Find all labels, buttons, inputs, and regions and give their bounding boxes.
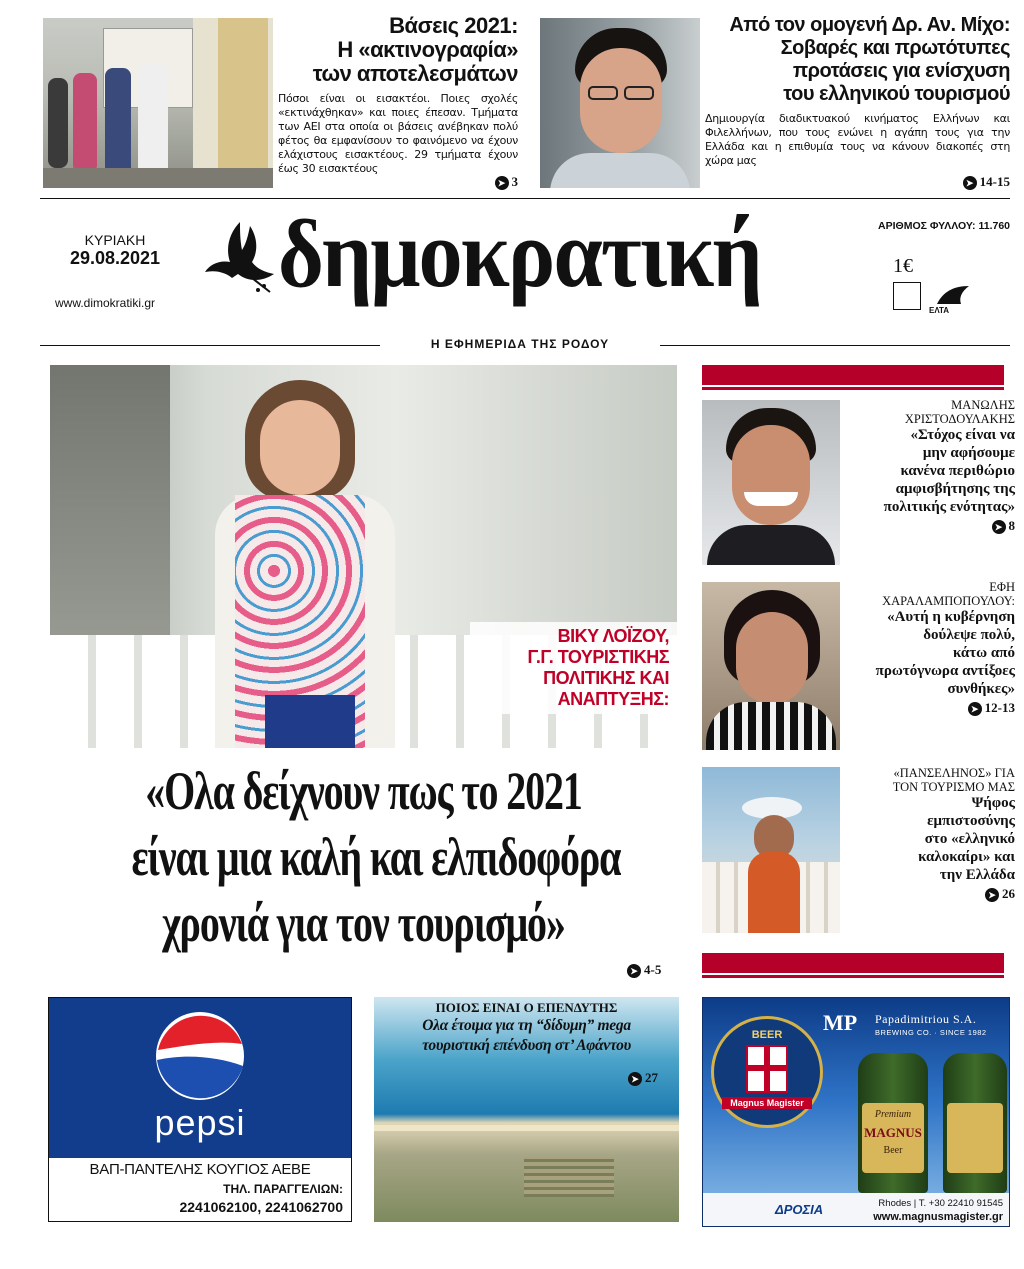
issue-number: ΑΡΙΘΜΟΣ ΦΥΛΛΟΥ: 11.760 <box>878 220 1010 232</box>
exams-page-ref[interactable]: ➤ 3 <box>495 174 519 190</box>
newspaper-title: δημοκρατική <box>278 200 761 307</box>
edition-day: ΚΥΡΙΑΚΗ <box>84 232 146 248</box>
postage-box <box>893 282 921 310</box>
side-story-2-page-ref[interactable]: ➤ 12-13 <box>845 700 1015 716</box>
mp-logo: MP <box>823 1010 858 1035</box>
side-story-1-quote: «Στόχος είναι να μην αφήσουμε κανένα περιθώριο αμφισβήτησης της πολιτικής ενότητας» <box>883 427 1015 515</box>
ad-footer <box>703 1193 1009 1227</box>
pepsi-ad-banner <box>49 998 351 1158</box>
website-link[interactable]: www.dimokratiki.gr <box>55 296 156 310</box>
afantou-headline[interactable]: Ολα έτοιμα για τη “δίδυμη” mega τουριστική επένδυση στ’ Αφάντου <box>422 1017 631 1054</box>
pepsi-phones: 2241062100, 2241062700 <box>179 1199 343 1215</box>
bottle-label-beer: Beer <box>883 1145 903 1156</box>
dove-logo-icon <box>200 212 280 302</box>
price: 1€ <box>893 255 913 277</box>
side-column-top-bar <box>702 365 1004 385</box>
santorini-photo <box>702 767 840 933</box>
main-story-kicker: ΒΙΚΥ ΛΟΪΖΟΥ, Γ.Γ. ΤΟΥΡΙΣΤΙΚΗΣ ΠΟΛΙΤΙΚΗΣ ΚΑΙ ΑΝΑΠΤΥΞΗΣ: <box>470 622 677 714</box>
pepsi-ad[interactable] <box>48 997 352 1222</box>
side-story-1-name: ΜΑΝΩΛΗΣ ΧΡΙΣΤΟΔΟΥΛΑΚΗΣ <box>904 398 1015 426</box>
beer-badge-name: Magnus Magister <box>722 1097 812 1109</box>
exams-headline: Βάσεις 2021: Η «ακτινογραφία» των αποτελεσμάτων <box>312 13 518 86</box>
tagline-rule-right <box>660 345 1010 346</box>
side-story-2-name: ΕΦΗ ΧΑΡΑΛΑΜΠΟΠΟΥΛΟΥ: <box>882 580 1015 608</box>
pepsi-orders-label: ΤΗΛ. ΠΑΡΑΓΓΕΛΙΩΝ: <box>223 1182 343 1196</box>
pepsi-company: ΒΑΠ-ΠΑΝΤΕΛΗΣ ΚΟΥΓΙΟΣ ΑΕΒΕ <box>89 1161 311 1178</box>
bottle-label-magnus: MAGNUS <box>864 1125 922 1140</box>
side-story-2-quote: «Αυτή η κυβέρνηση δούλεψε πολύ, κάτω από πρωτόγνωρα αντίξοες συνθήκες» <box>875 609 1015 697</box>
tourism-teaser[interactable] <box>705 14 1010 189</box>
charalampopoulou-photo <box>702 582 840 750</box>
edition-date-block <box>50 232 180 269</box>
bottle-label-premium: Premium <box>874 1109 912 1120</box>
exams-teaser[interactable] <box>278 13 518 189</box>
arrow-right-icon: ➤ <box>495 176 509 190</box>
brewery-contact: Rhodes | T. +30 22410 91545 <box>878 1198 1003 1209</box>
afantou-page-ref[interactable]: ➤ 27 <box>628 1070 658 1086</box>
masthead-top-rule <box>40 198 1010 199</box>
brewery-subtitle: BREWING CO. · SINCE 1982 <box>875 1028 987 1037</box>
beer-badge-label: BEER <box>751 1029 783 1041</box>
main-headline[interactable]: «Ολα δείχνουν πως το 2021 είναι μια καλή και ελπιδοφόρα χρονιά για τον τουρισμό» <box>131 761 621 953</box>
magnus-magister-badge <box>711 1016 823 1128</box>
side-column-bottom-bar <box>702 953 1004 973</box>
beer-bottle-right <box>943 1053 1007 1193</box>
brewery-website[interactable]: www.magnusmagister.gr <box>873 1211 1003 1223</box>
drosia-logo: ΔΡΟΣΙΑ <box>775 1202 824 1217</box>
magnus-shield-icon <box>746 1045 788 1093</box>
side-story-1-page-ref[interactable]: ➤ 8 <box>845 518 1015 534</box>
pepsi-wordmark: pepsi <box>154 1102 246 1143</box>
main-story-page-ref[interactable]: ➤ 4-5 <box>627 962 661 978</box>
arrow-right-icon: ➤ <box>627 964 641 978</box>
christodoulakis-photo <box>702 400 840 565</box>
arrow-right-icon: ➤ <box>968 702 982 716</box>
arrow-right-icon: ➤ <box>963 176 977 190</box>
side-story-1[interactable] <box>845 398 1015 534</box>
beer-bottle-left <box>858 1053 928 1193</box>
exam-results-photo <box>43 18 273 188</box>
arrow-right-icon: ➤ <box>628 1072 642 1086</box>
pepsi-globe-icon <box>154 1010 246 1102</box>
arrow-right-icon: ➤ <box>992 520 1006 534</box>
afantou-kicker: ΠΟΙΟΣ ΕΙΝΑΙ Ο ΕΠΕΝΔΥΤΗΣ <box>435 1000 618 1015</box>
tourism-body: Δημιουργία διαδικτυακού κινήματος Ελλήνων και Φιλελλήνων, που τους ενώνει η αγάπη τους για την Ελλάδα και η επιθυμία τους να κάνουν διακοπές στη χώρα μας <box>705 112 1010 167</box>
brewery-name: Papadimitriou S.A. <box>875 1012 977 1026</box>
elta-label: ΕΛΤΑ <box>929 306 950 315</box>
tagline-rule-left <box>40 345 380 346</box>
edition-date: 29.08.2021 <box>69 248 161 268</box>
exams-body: Πόσοι είναι οι εισακτέοι. Ποιες σχολές «εκτινάχθηκαν» και ποιες έπεσαν. Τμήματα των ΑΕΙ στα οποία οι βάσεις ανέβηκαν πολύ φέτος θα εμφανίσουν το φαινόμενο να έχουν ελάχιστους εισακτέους. 29 τμήματα έχουν έως 30 εισακτέους <box>278 92 518 175</box>
side-story-3[interactable] <box>845 766 1015 902</box>
tourism-headline: Από τον ομογενή Δρ. Αν. Μίχο: Σοβαρές και πρωτότυπες προτάσεις για ενίσχυση του ελληνικού τουρισμού <box>729 14 1010 105</box>
arrow-right-icon: ➤ <box>985 888 999 902</box>
side-story-3-name: «ΠΑΝΣΕΛΗΝΟΣ» ΓΙΑ ΤΟΝ ΤΟΥΡΙΣΜΟ ΜΑΣ <box>892 766 1015 794</box>
tourism-page-ref[interactable]: ➤ 14-15 <box>959 174 1010 190</box>
side-story-3-quote: Ψήφος εμπιστοσύνης στο «ελληνικό καλοκαίρι» και την Ελλάδα <box>918 795 1015 883</box>
side-story-2[interactable] <box>845 580 1015 716</box>
tagline: Η ΕΦΗΜΕΡΙΔΑ ΤΗΣ ΡΟΔΟΥ <box>430 337 610 351</box>
michos-portrait <box>540 18 700 188</box>
magnus-beer-ad[interactable] <box>702 997 1010 1227</box>
side-story-3-page-ref[interactable]: ➤ 26 <box>845 886 1015 902</box>
